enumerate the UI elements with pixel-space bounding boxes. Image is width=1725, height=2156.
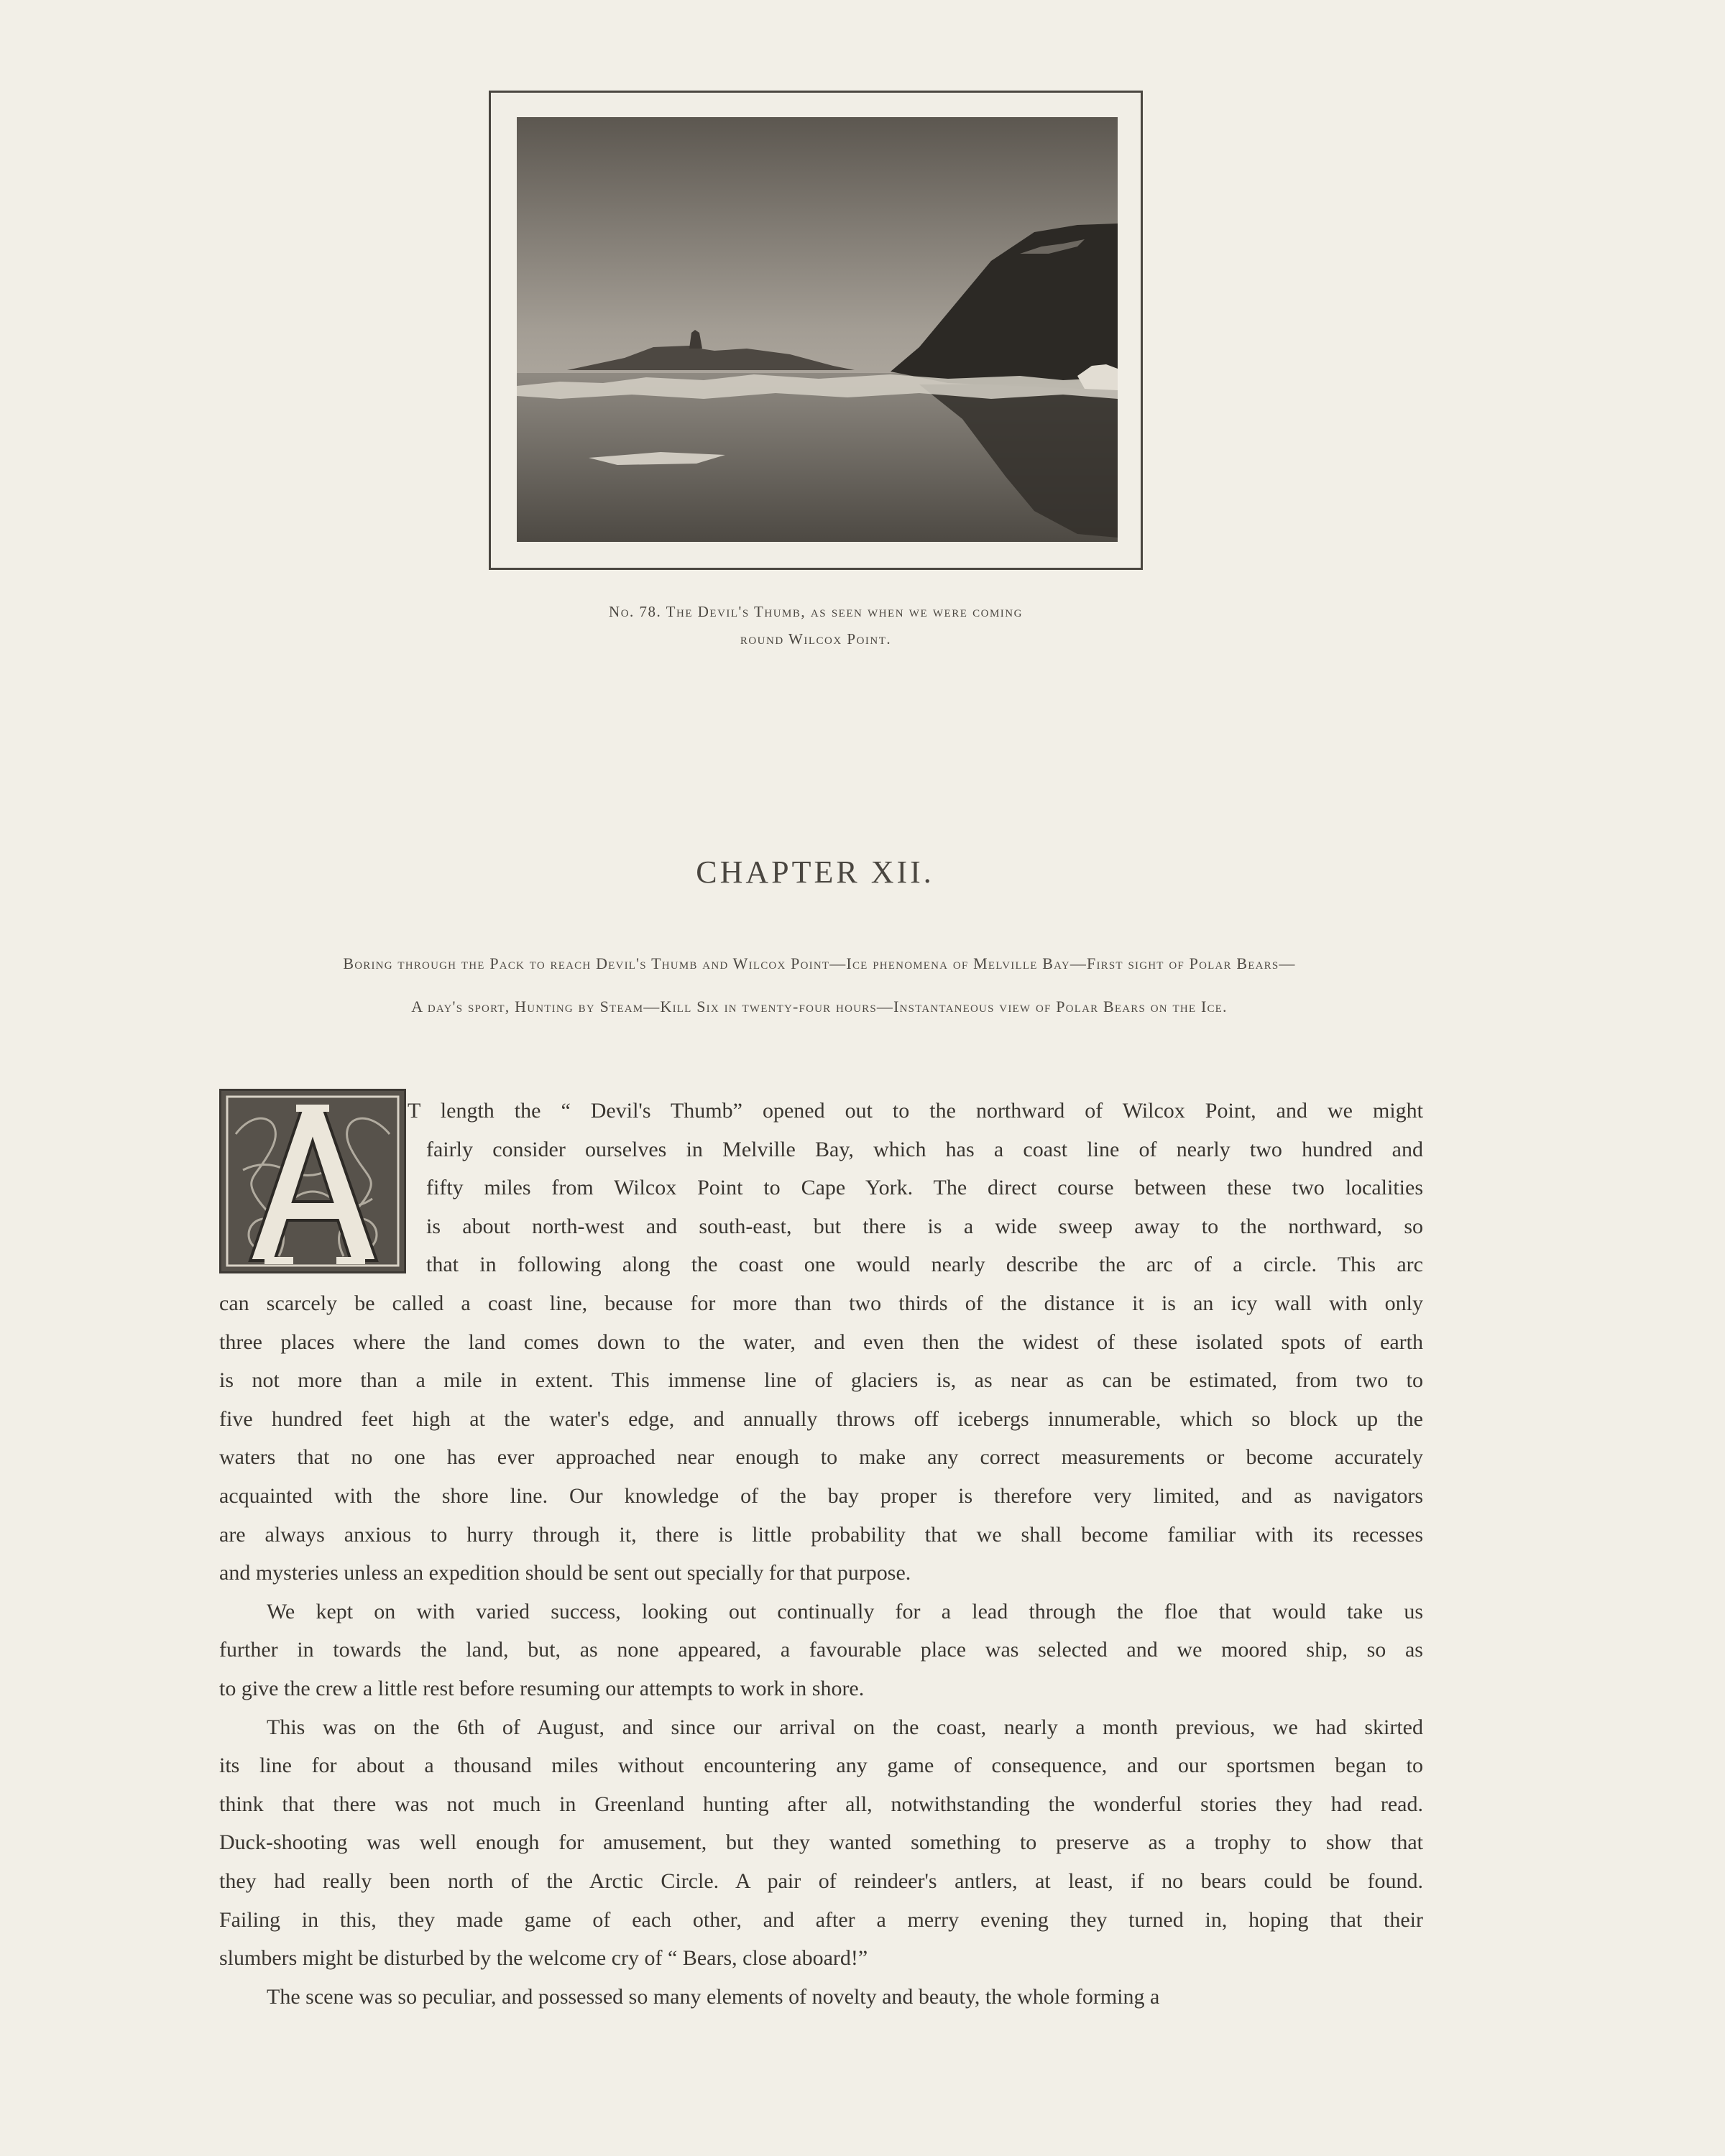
photograph-devils-thumb — [517, 117, 1118, 542]
body-text-line: The scene was so peculiar, and possessed so many elements of novelty and beauty, the whole forming a — [267, 1985, 1160, 2009]
plate-caption — [460, 598, 1172, 653]
body-text-line: This was on the 6th of August, and since our arrival on the coast, nearly a month previous, we had skirted — [267, 1715, 1423, 1739]
body-text-line: Failing in this, they made game of each other, and after a merry evening they turned in, hoping that their — [219, 1908, 1423, 1932]
body-text-line: think that there was not much in Greenland hunting after all, notwithstanding the wonderful stories they had read. — [219, 1792, 1423, 1816]
body-text-line: can scarcely be called a coast line, because for more than two thirds of the distance it is an icy wall with only — [219, 1291, 1423, 1315]
body-text-line: is about north-west and south-east, but there is a wide sweep away to the northward, so — [426, 1215, 1423, 1238]
body-text-line: are always anxious to hurry through it, there is little probability that we shall become familiar with its recesses — [219, 1523, 1423, 1547]
chapter-title: CHAPTER XII. — [696, 854, 934, 890]
chapter-synopsis-line-2: A day's sport, Hunting by Steam—Kill Six in twenty-four hours—Instantaneous view of Polar Bears on the Ice. — [411, 998, 1228, 1015]
body-text-line: Duck-shooting was well enough for amusement, but they wanted something to preserve as a trophy to show that — [219, 1830, 1423, 1854]
body-text-line: they had really been north of the Arctic Circle. A pair of reindeer's antlers, at least, if no bears could be found. — [219, 1869, 1423, 1893]
ornamental-drop-cap — [219, 1089, 406, 1273]
chapter-synopsis-line-1: Boring through the Pack to reach Devil's Thumb and Wilcox Point—Ice phenomena of Melville Bay—First sight of Polar Bears— — [343, 954, 1296, 972]
body-text-line: We kept on with varied success, looking out continually for a lead through the floe that would take us — [267, 1600, 1423, 1623]
body-text-line: that in following along the coast one would nearly describe the arc of a circle. This arc — [426, 1253, 1423, 1276]
body-text-line: and mysteries unless an expedition should be sent out specially for that purpose. — [219, 1561, 911, 1585]
body-text-line: fifty miles from Wilcox Point to Cape York. The direct course between these two localities — [426, 1176, 1423, 1199]
body-text-line: to give the crew a little rest before resuming our attempts to work in shore. — [219, 1677, 865, 1700]
body-text-line: further in towards the land, but, as none appeared, a favourable place was selected and we moored ship, so as — [219, 1638, 1423, 1662]
body-text-line: T length the “ Devil's Thumb” opened out to the northward of Wilcox Point, and we might — [408, 1099, 1423, 1123]
caption-line-2: round Wilcox Point. — [740, 630, 892, 648]
body-text-line: five hundred feet high at the water's edge, and annually throws off icebergs innumerable, which so block up the — [219, 1407, 1423, 1431]
body-text-line: its line for about a thousand miles without encountering any game of consequence, and our sportsmen began to — [219, 1754, 1423, 1777]
body-text-line: waters that no one has ever approached near enough to make any correct measurements or become accurately — [219, 1445, 1423, 1469]
caption-line-1: No. 78. The Devil's Thumb, as seen when we were coming — [609, 603, 1023, 620]
photo-plate-frame — [489, 91, 1143, 570]
body-text-line: is not more than a mile in extent. This immense line of glaciers is, as near as can be estimated, from two to — [219, 1368, 1423, 1392]
body-text-line: three places where the land comes down to the water, and even then the widest of these isolated spots of earth — [219, 1330, 1423, 1354]
body-text-line: acquainted with the shore line. Our knowledge of the bay proper is therefore very limited, and as navigators — [219, 1484, 1423, 1508]
body-text-line: slumbers might be disturbed by the welcome cry of “ Bears, close aboard!” — [219, 1946, 868, 1970]
body-text-line: fairly consider ourselves in Melville Bay, which has a coast line of nearly two hundred and — [426, 1138, 1423, 1161]
